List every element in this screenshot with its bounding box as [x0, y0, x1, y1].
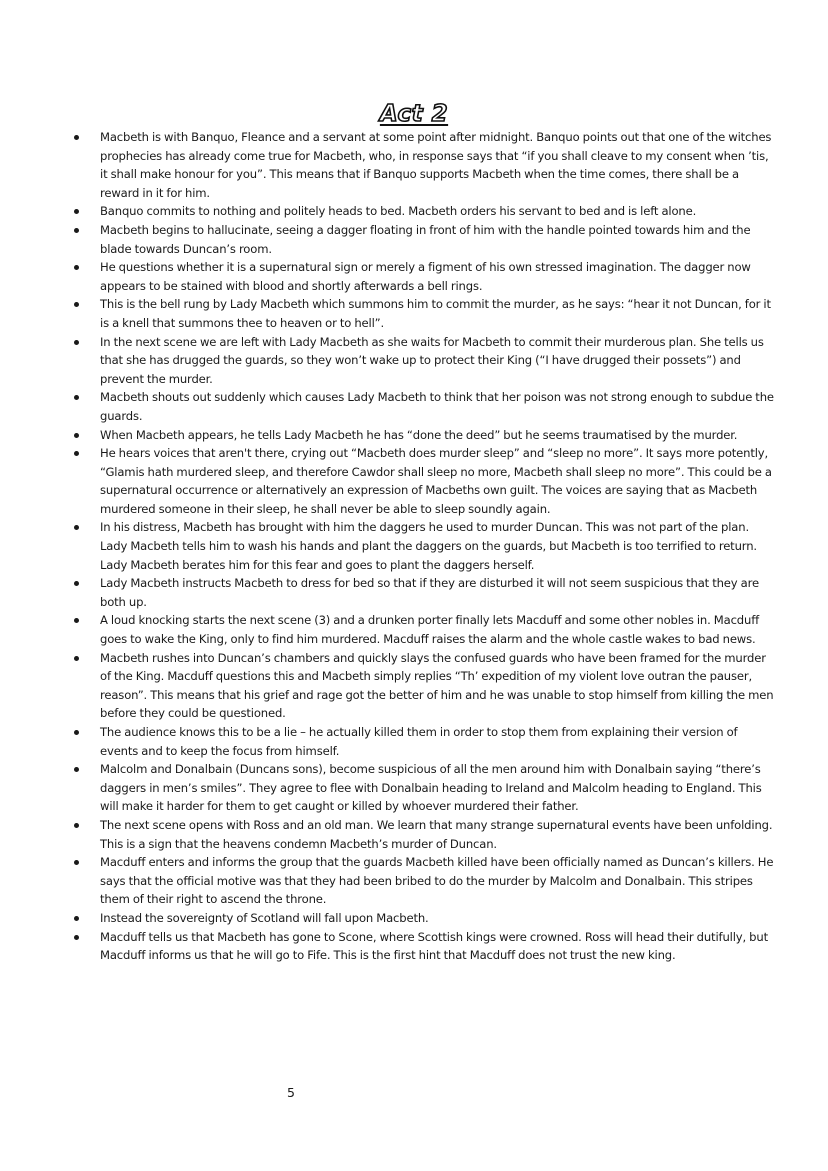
bullet-icon: [74, 767, 79, 772]
bullet-icon: [74, 209, 79, 214]
list-item: [74, 649, 774, 723]
list-item: [74, 909, 774, 928]
list-item-text: Lady Macbeth instructs Macbeth to dress for bed so that if they are disturbed it will not seem suspicious that they are both up.: [100, 576, 759, 609]
bullet-icon: [74, 395, 79, 400]
bullet-icon: [74, 228, 79, 233]
list-item: [74, 258, 774, 295]
list-item: [74, 426, 774, 445]
list-item: [74, 333, 774, 389]
bullet-icon: [74, 860, 79, 865]
list-item-text: Macbeth rushes into Duncan’s chambers and quickly slays the confused guards who have been framed for the murder of the King. Macduff questions this and Macbeth simply replies “Th’ expedition of my violent love outran the pauser, reason”. This means that his grief and rage got the better of him and he was unable to stop himself from killing the men before they could be questioned.: [100, 650, 774, 721]
bullet-icon: [74, 618, 79, 623]
bullet-list: [74, 128, 774, 965]
list-item-text: He hears voices that aren't there, crying out “Macbeth does murder sleep” and “sleep no more”. It says more potently, “Glamis hath murdered sleep, and therefore Cawdor shall sleep no more, Macbeth shall sleep no more”. This could be a supernatural occurrence or alternatively an expression of Macbeths own guilt. The voices are saying that as Macbeth murdered someone in their sleep, he shall never be able to sleep soundly again.: [100, 446, 772, 516]
list-item-text: In his distress, Macbeth has brought with him the daggers he used to murder Duncan. This was not part of the plan. Lady Macbeth tells him to wash his hands and plant the daggers on the guards, but Macbeth is too terrified to return. Lady Macbeth berates him for this fear and goes to plant the daggers herself.: [100, 520, 757, 572]
bullet-icon: [74, 265, 79, 270]
list-item: [74, 388, 774, 425]
bullet-icon: [74, 433, 79, 438]
list-item: [74, 723, 774, 760]
page-number: 5: [287, 1085, 295, 1100]
bullet-icon: [74, 823, 79, 828]
bullet-icon: [74, 581, 79, 586]
list-item-text: Instead the sovereignty of Scotland will fall upon Macbeth.: [100, 910, 429, 925]
list-item: [74, 128, 774, 202]
list-item-text: The next scene opens with Ross and an old man. We learn that many strange supernatural events have been unfolding. This is a sign that the heavens condemn Macbeth’s murder of Duncan.: [100, 817, 773, 851]
bullet-icon: [74, 916, 79, 921]
bullet-icon: [74, 451, 79, 456]
list-item: [74, 221, 774, 258]
list-item: [74, 853, 774, 909]
list-item-text: This is the bell rung by Lady Macbeth which summons him to commit the murder, as he says: “hear it not Duncan, for it is a knell that summons thee to heaven or to hell”.: [100, 297, 771, 330]
bullet-icon: [74, 935, 79, 940]
list-item-text: Macbeth is with Banquo, Fleance and a servant at some point after midnight. Banquo points out that one of the witches prophecies has already come true for Macbeth, who, in response says that “if you shall cleave to my consent when ’tis, it shall make honour for you”. This means that if Banquo supports Macbeth when the time comes, there shall be a reward in it for him.: [100, 130, 772, 200]
bullet-icon: [74, 730, 79, 735]
bullet-icon: [74, 525, 79, 530]
list-item-text: Malcolm and Donalbain (Duncans sons), become suspicious of all the men around him with Donalbain saying “there’s daggers in men’s smiles”. They agree to flee with Donalbain heading to Ireland and Malcolm heading to England. This will make it harder for them to get caught or killed by whoever murdered their father.: [100, 762, 762, 814]
bullet-icon: [74, 302, 79, 307]
list-item: [74, 928, 774, 965]
list-item: [74, 518, 774, 574]
list-item-text: Banquo commits to nothing and politely heads to bed. Macbeth orders his servant to bed and is left alone.: [100, 204, 697, 219]
bullet-icon: [74, 656, 79, 661]
bullet-icon: [74, 135, 79, 140]
list-item: [74, 202, 774, 221]
list-item: [74, 816, 774, 853]
bullet-icon: [74, 340, 79, 345]
list-item: [74, 760, 774, 816]
list-item-text: Macbeth begins to hallucinate, seeing a dagger floating in front of him with the handle pointed towards him and the blade towards Duncan’s room.: [100, 222, 751, 256]
list-item-text: Macduff enters and informs the group that the guards Macbeth killed have been officially named as Duncan’s killers. He says that the official motive was that they had been bribed to do the murder by Malcolm and Donalbain. This stripes them of their right to ascend the throne.: [100, 855, 774, 907]
list-item-text: In the next scene we are left with Lady Macbeth as she waits for Macbeth to commit their murderous plan. She tells us that she has drugged the guards, so they won’t wake up to protect their King (“I have drugged their possets”) and prevent the murder.: [100, 334, 764, 386]
list-item-text: The audience knows this to be a lie – he actually killed them in order to stop them from explaining their version of events and to keep the focus from himself.: [100, 725, 738, 758]
list-item: [74, 574, 774, 611]
list-item-text: When Macbeth appears, he tells Lady Macbeth he has “done the deed” but he seems traumatised by the murder.: [100, 427, 738, 442]
list-item: [74, 611, 774, 648]
list-item-text: Macduff tells us that Macbeth has gone to Scone, where Scottish kings were crowned. Ross will head their dutifully, but Macduff informs us that he will go to Fife. This is the first hint that Macduff does not trust the new king.: [100, 929, 768, 963]
list-item: [74, 444, 774, 518]
list-item: [74, 295, 774, 332]
list-item-text: Macbeth shouts out suddenly which causes Lady Macbeth to think that her poison was not strong enough to subdue the guards.: [100, 390, 774, 423]
page-title: Act 2: [379, 101, 449, 128]
list-item-text: A loud knocking starts the next scene (3) and a drunken porter finally lets Macduff and some other nobles in. Macduff goes to wake the King, only to find him murdered. Macduff raises the alarm and the whole castle wakes to bad news.: [100, 613, 760, 647]
list-item-text: He questions whether it is a supernatural sign or merely a figment of his own stressed imagination. The dagger now appears to be stained with blood and shortly afterwards a bell rings.: [100, 260, 751, 293]
